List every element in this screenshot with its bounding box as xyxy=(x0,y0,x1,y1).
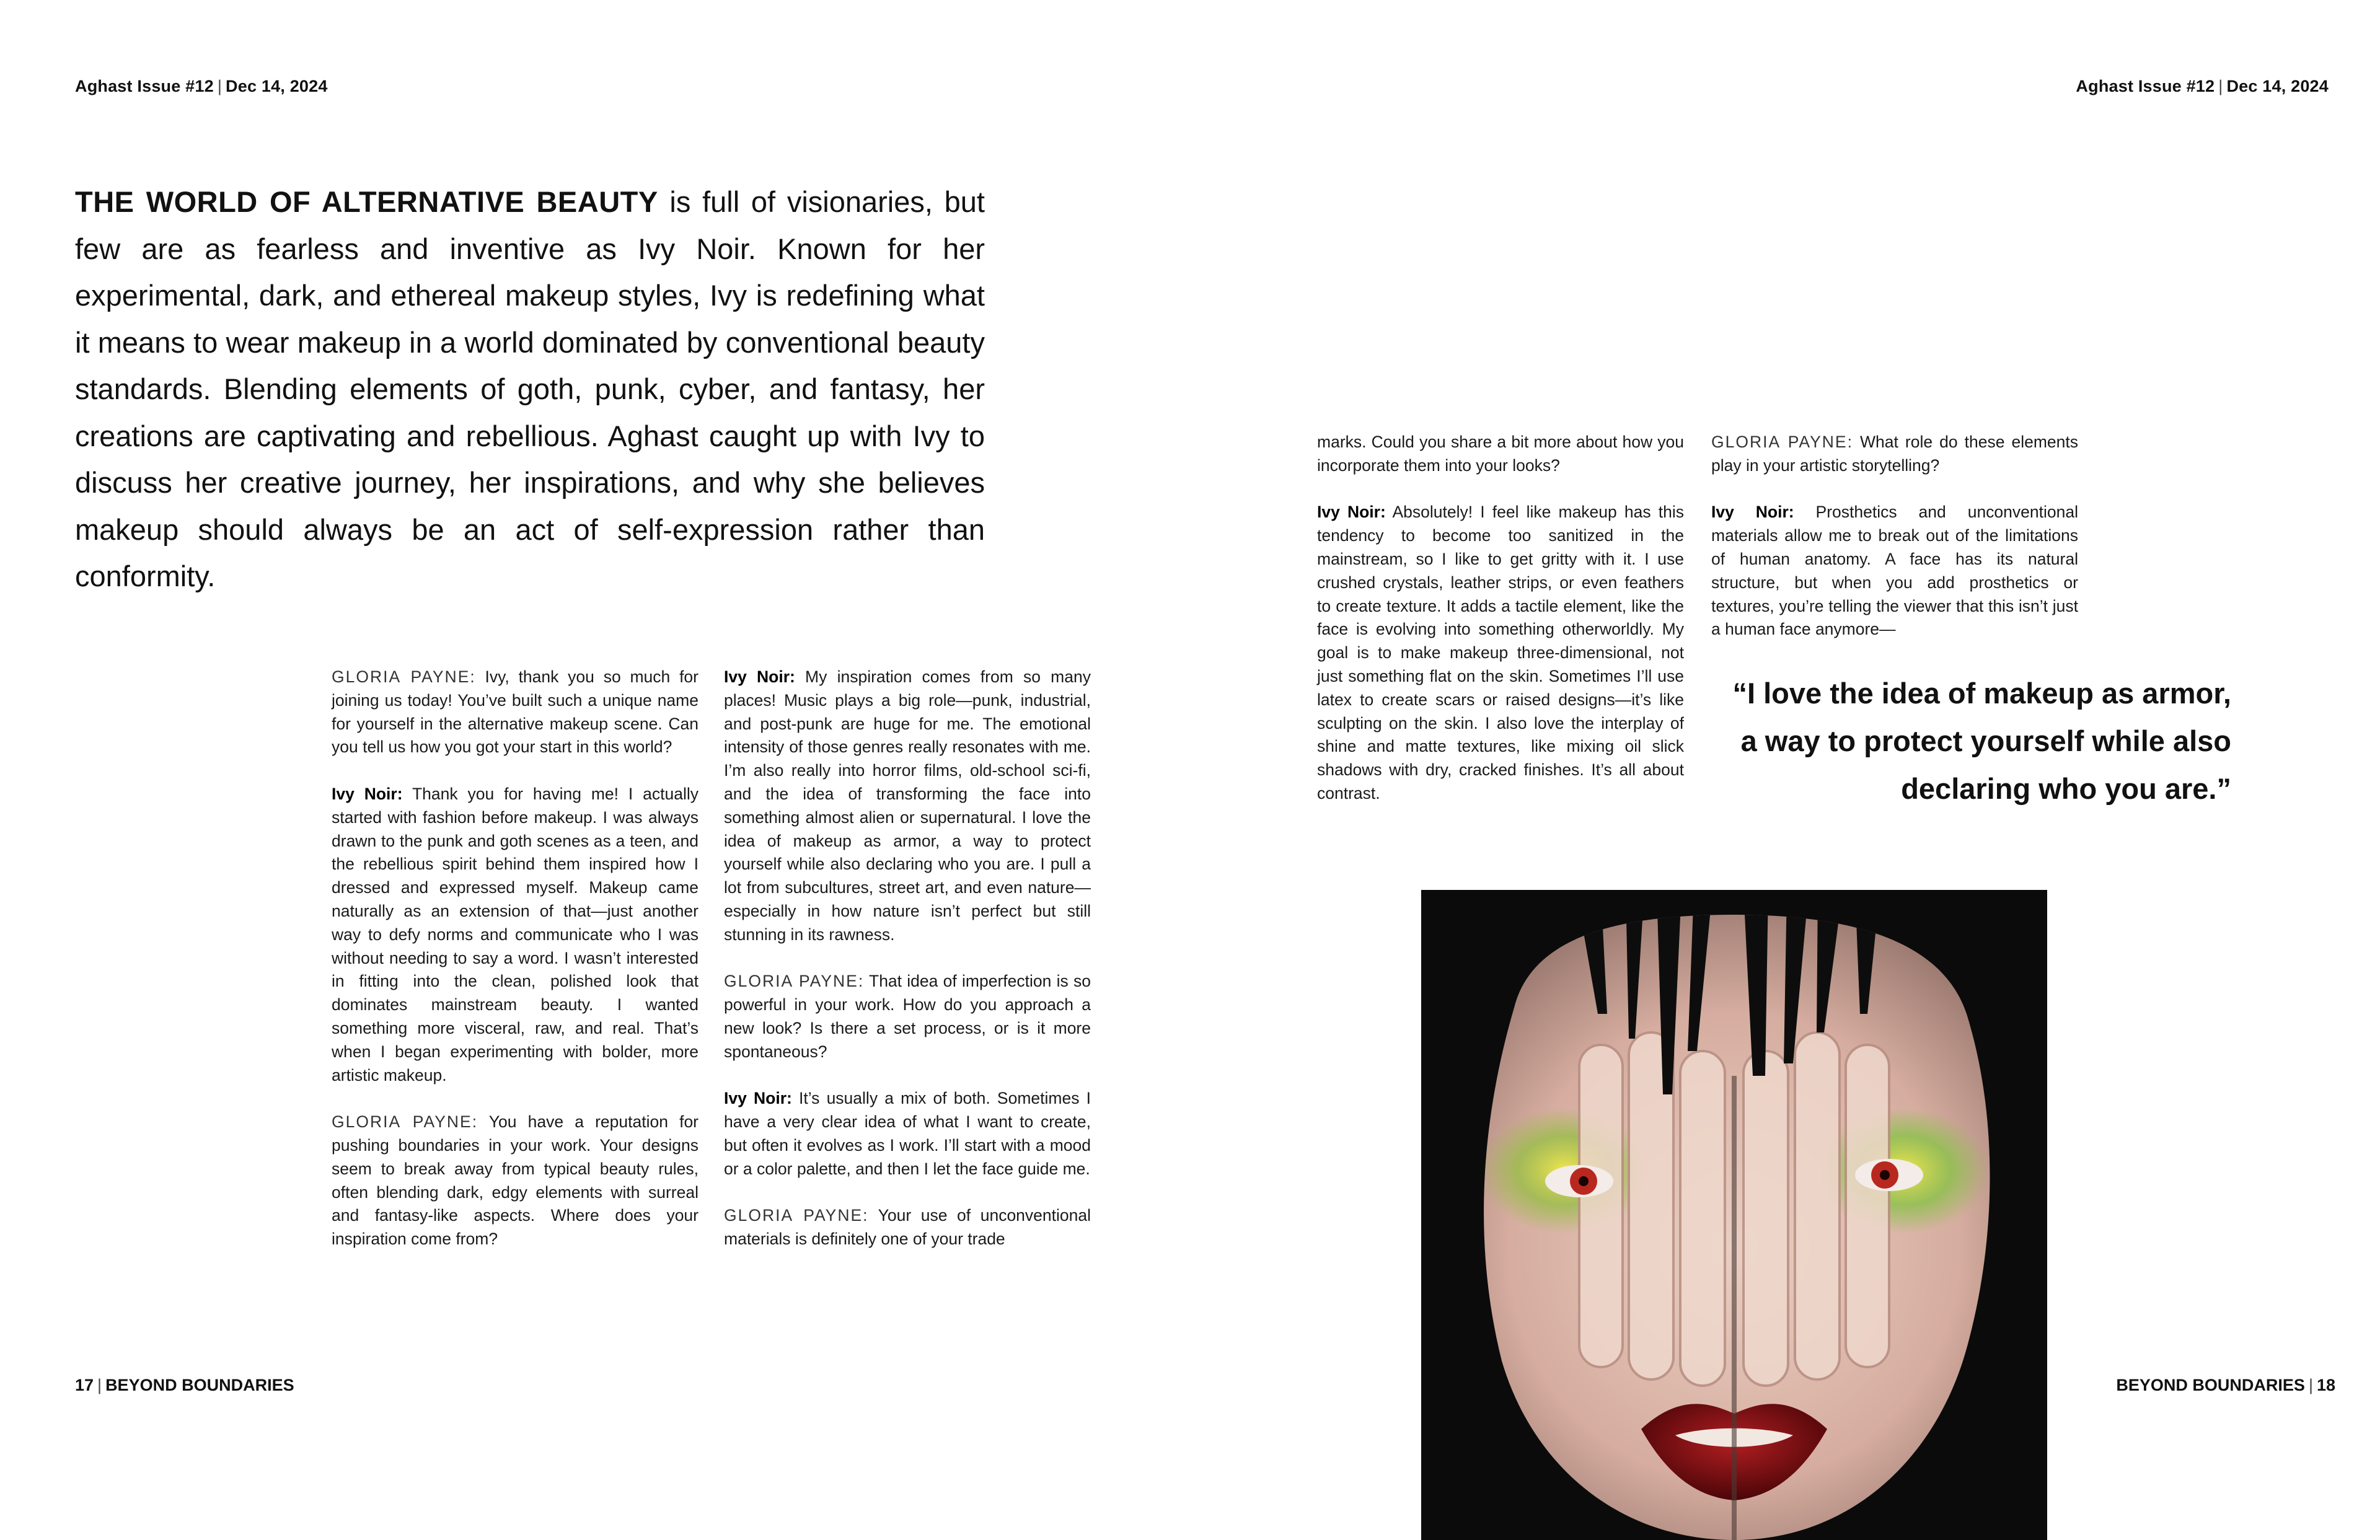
speaker-ivy: Ivy Noir: xyxy=(1317,503,1386,522)
portrait-photo xyxy=(1421,890,2047,1540)
paragraph-text: marks. Could you share a bit more about how you incorporate them into your looks? xyxy=(1317,433,1684,475)
intro-lead: THE WORLD OF ALTERNATIVE BEAUTY xyxy=(75,185,658,218)
paragraph-text: Thank you for having me! I actually started with fashion before makeup. I was always drawn to the punk and goth scenes as a teen, and the rebellious spirit behind them inspired how I dressed and expressed myself. Makeup came naturally as an extension of that—just another way to defy norms and communicate who I was without needing to say a word. I wasn’t interested in fitting into the clean, polished look that dominates mainstream beauty. I wanted something more visceral, raw, and real. That’s when I began experimenting with bolder, more artistic makeup. xyxy=(332,784,699,1085)
interview-paragraph xyxy=(1317,501,1684,805)
header-date: Dec 14, 2024 xyxy=(226,77,328,95)
interview-paragraph xyxy=(1711,501,2078,641)
interview-paragraph xyxy=(332,783,699,1087)
speaker-gloria: GLORIA PAYNE: xyxy=(1711,433,1853,451)
left-page-header xyxy=(75,77,328,96)
interview-paragraph xyxy=(332,1111,699,1251)
speaker-gloria: GLORIA PAYNE: xyxy=(724,1206,869,1225)
interview-paragraph xyxy=(724,970,1091,1063)
left-page-footer xyxy=(75,1376,294,1395)
paragraph-text: You have a reputation for pushing boundaries in your work. Your designs seem to break away from typical beauty rules, often blending dark, edgy elements with surreal and fantasy-like aspects. Where does your inspiration come from? xyxy=(332,1112,699,1249)
speaker-ivy: Ivy Noir: xyxy=(724,667,795,686)
interview-paragraph xyxy=(332,666,699,759)
paragraph-text: My inspiration comes from so many places! Music plays a big role—punk, industrial, and post-punk are huge for me. The emotional intensity of those genres really resonates with me. I’m also really into horror films, old-school sci-fi, and the idea of transforming the face into something almost alien or supernatural. I love the idea of makeup as armor, a way to protect yourself while also declaring who you are. I pull a lot from subcultures, street art, and even nature—especially in how nature isn’t perfect but still stunning in its rawness. xyxy=(724,667,1091,944)
interview-column-2 xyxy=(724,666,1091,1275)
paragraph-text: It’s usually a mix of both. Sometimes I have a very clear idea of what I want to create, but often it evolves as I work. I’ll start with a mood or a color palette, and then I let the face guide me. xyxy=(724,1089,1091,1178)
interview-paragraph xyxy=(724,666,1091,947)
article-intro xyxy=(75,178,985,600)
section-name: BEYOND BOUNDARIES xyxy=(105,1376,294,1394)
footer-divider: | xyxy=(97,1376,102,1394)
interview-column-3 xyxy=(1317,431,1684,829)
paragraph-text: Absolutely! I feel like makeup has this tendency to become too sanitized in the mainstream, so I like to get gritty with it. I use crushed crystals, leather strips, or even feathers to create texture. It adds a tactile element, like the face is evolving into something otherworldly. My goal is to make makeup three-dimensional, not just something flat on the skin. Sometimes I’ll use latex to create scars or raised designs—it’s like sculpting on the skin. I also love the interplay of shine and matte textures, like mixing oil slick shadows with dry, cracked finishes. It’s all about contrast. xyxy=(1317,503,1685,803)
paragraph-text: That idea of imperfection is so powerful in your work. How do you approach a new look? Is there a set process, or is it more spontaneous? xyxy=(724,972,1091,1061)
face-portrait-icon xyxy=(1421,890,2047,1540)
pull-quote-line: “I love the idea of makeup as armor, xyxy=(1732,677,2231,710)
interview-paragraph xyxy=(724,1204,1091,1251)
speaker-ivy: Ivy Noir: xyxy=(332,784,403,803)
header-date: Dec 14, 2024 xyxy=(2226,77,2329,95)
pull-quote xyxy=(1673,669,2231,812)
paragraph-text: Your use of unconventional materials is definitely one of your trade xyxy=(724,1206,1091,1249)
paragraph-text: What role do these elements play in your artistic storytelling? xyxy=(1711,433,2078,475)
footer-divider: | xyxy=(2308,1376,2313,1394)
page-number: 18 xyxy=(2316,1376,2335,1394)
pull-quote-line: a way to protect yourself while also xyxy=(1740,724,2231,757)
page-number: 17 xyxy=(75,1376,94,1394)
interview-column-4 xyxy=(1711,431,2078,665)
header-issue: Aghast Issue #12 xyxy=(75,77,214,95)
right-page-header xyxy=(2076,77,2329,96)
speaker-gloria: GLORIA PAYNE: xyxy=(332,667,476,686)
header-divider: | xyxy=(217,77,223,95)
speaker-gloria: GLORIA PAYNE: xyxy=(332,1112,478,1132)
intro-body: is full of visionaries, but few are as fearless and inventive as Ivy Noir. Known for her experimental, dark, and ethereal makeup styles, Ivy is redefining what it means to wear makeup in a world dominated by conventional beauty standards. Blending elements of goth, punk, cyber, and fantasy, her creations are captivating and rebellious. Aghast caught up with Ivy to discuss her creative journey, her inspirations, and why she believes makeup should always be an act of self-expression rather than conformity. xyxy=(75,185,985,592)
speaker-gloria: GLORIA PAYNE: xyxy=(724,972,865,991)
header-divider: | xyxy=(2218,77,2223,95)
interview-paragraph xyxy=(1317,431,1684,478)
header-issue: Aghast Issue #12 xyxy=(2076,77,2215,95)
interview-paragraph xyxy=(724,1087,1091,1181)
right-page-footer xyxy=(2116,1376,2335,1395)
speaker-ivy: Ivy Noir: xyxy=(724,1089,792,1108)
pull-quote-line: declaring who you are.” xyxy=(1901,772,2231,805)
paragraph-text: Prosthetics and unconventional materials allow me to break out of the limitations of human anatomy. A face has its natural structure, but when you add prosthetics or textures, you’re telling the viewer that this isn’t just a human face anymore— xyxy=(1711,503,2078,639)
speaker-ivy: Ivy Noir: xyxy=(1711,503,1794,522)
paragraph-text: Ivy, thank you so much for joining us today! You’ve built such a unique name for yourself in the alternative makeup scene. Can you tell us how you got your start in this world? xyxy=(332,667,699,757)
interview-paragraph xyxy=(1711,431,2078,478)
interview-column-1 xyxy=(332,666,699,1275)
section-name: BEYOND BOUNDARIES xyxy=(2116,1376,2305,1394)
